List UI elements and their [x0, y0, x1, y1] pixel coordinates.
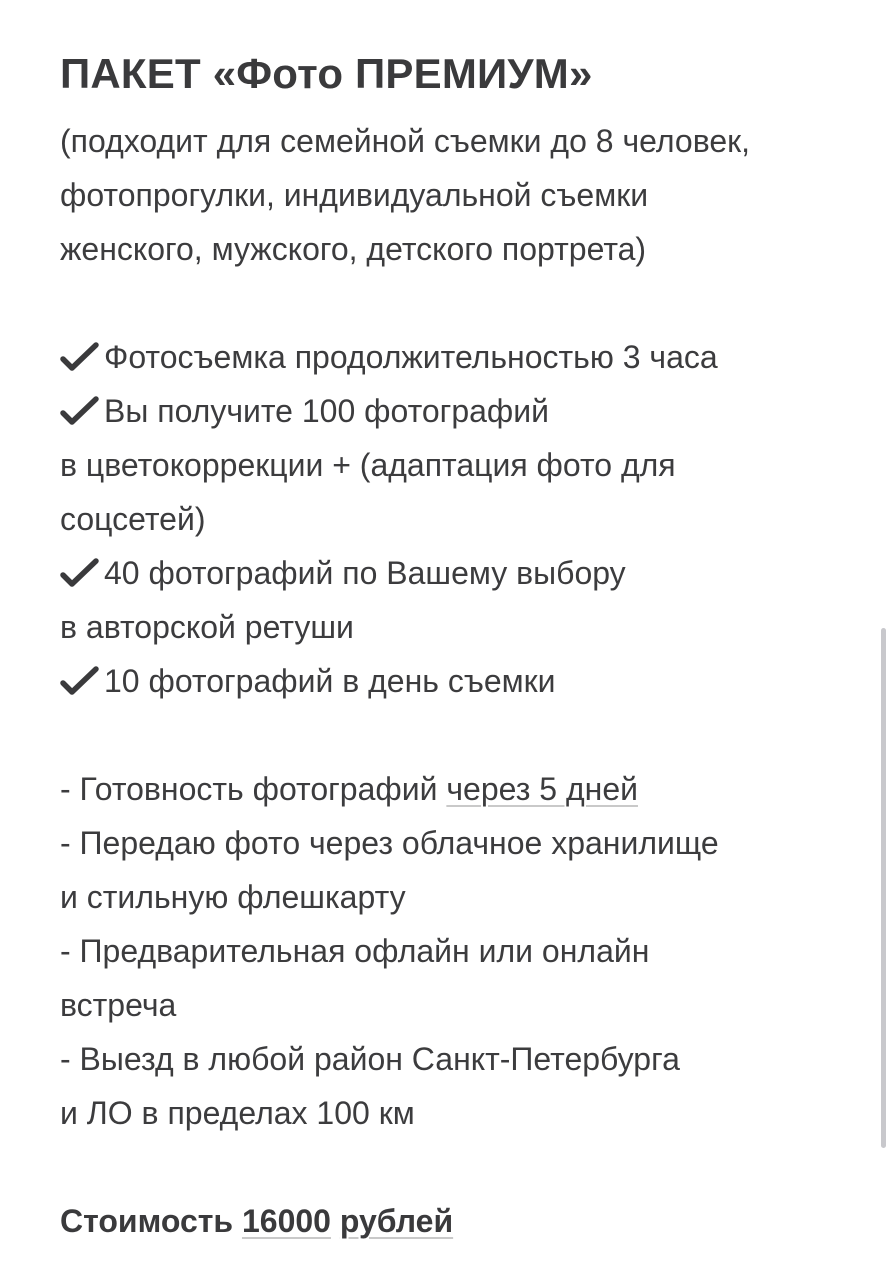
term-delivery: - Передаю фото через облачное хранилище [60, 825, 719, 861]
intro-line-1: (подходит для семейной съемки до 8 человек, [60, 123, 751, 159]
package-document [60, 44, 860, 1248]
feature-text: 10 фотографий в день съемки [104, 663, 556, 699]
readiness-link[interactable]: через 5 дней [446, 771, 638, 807]
feature-text: Фотосъемка продолжительностью 3 часа [104, 339, 718, 375]
package-title: ПАКЕТ «Фото ПРЕМИУМ» [60, 50, 593, 97]
checkmark-icon [60, 558, 100, 588]
term-meeting-cont: встреча [60, 987, 177, 1023]
spacer [60, 276, 860, 330]
checkmark-icon [60, 666, 100, 696]
term-readiness [60, 762, 860, 816]
price-amount[interactable]: 16000 [241, 1203, 331, 1239]
checkmark-icon [60, 342, 100, 372]
price-line [60, 1194, 860, 1248]
intro-line-2: фотопрогулки, индивидуальной съемки [60, 177, 649, 213]
feature-same-day [60, 654, 860, 708]
spacer [60, 1140, 860, 1194]
term-meeting: - Предварительная офлайн или онлайн [60, 933, 650, 969]
feature-photos-count [60, 384, 860, 438]
feature-photos-count-cont: соцсетей) [60, 501, 206, 537]
checkmark-icon [60, 396, 100, 426]
feature-photos-count-cont: в цветокоррекции + (адаптация фото для [60, 447, 676, 483]
feature-retouch-cont: в авторской ретуши [60, 609, 354, 645]
intro-line-3: женского, мужского, детского портрета) [60, 231, 647, 267]
term-text: - Готовность фотографий [60, 771, 447, 807]
term-travel: - Выезд в любой район Санкт-Петербурга [60, 1041, 680, 1077]
price-currency[interactable]: рублей [339, 1203, 454, 1239]
spacer [60, 708, 860, 762]
feature-retouch [60, 546, 860, 600]
feature-text: 40 фотографий по Вашему выбору [104, 555, 626, 591]
term-travel-cont: и ЛО в пределах 100 км [60, 1095, 415, 1131]
price-label: Стоимость [60, 1203, 242, 1239]
feature-duration [60, 330, 860, 384]
term-delivery-cont: и стильную флешкарту [60, 879, 406, 915]
feature-text: Вы получите 100 фотографий [104, 393, 549, 429]
scrollbar[interactable] [881, 628, 886, 1148]
